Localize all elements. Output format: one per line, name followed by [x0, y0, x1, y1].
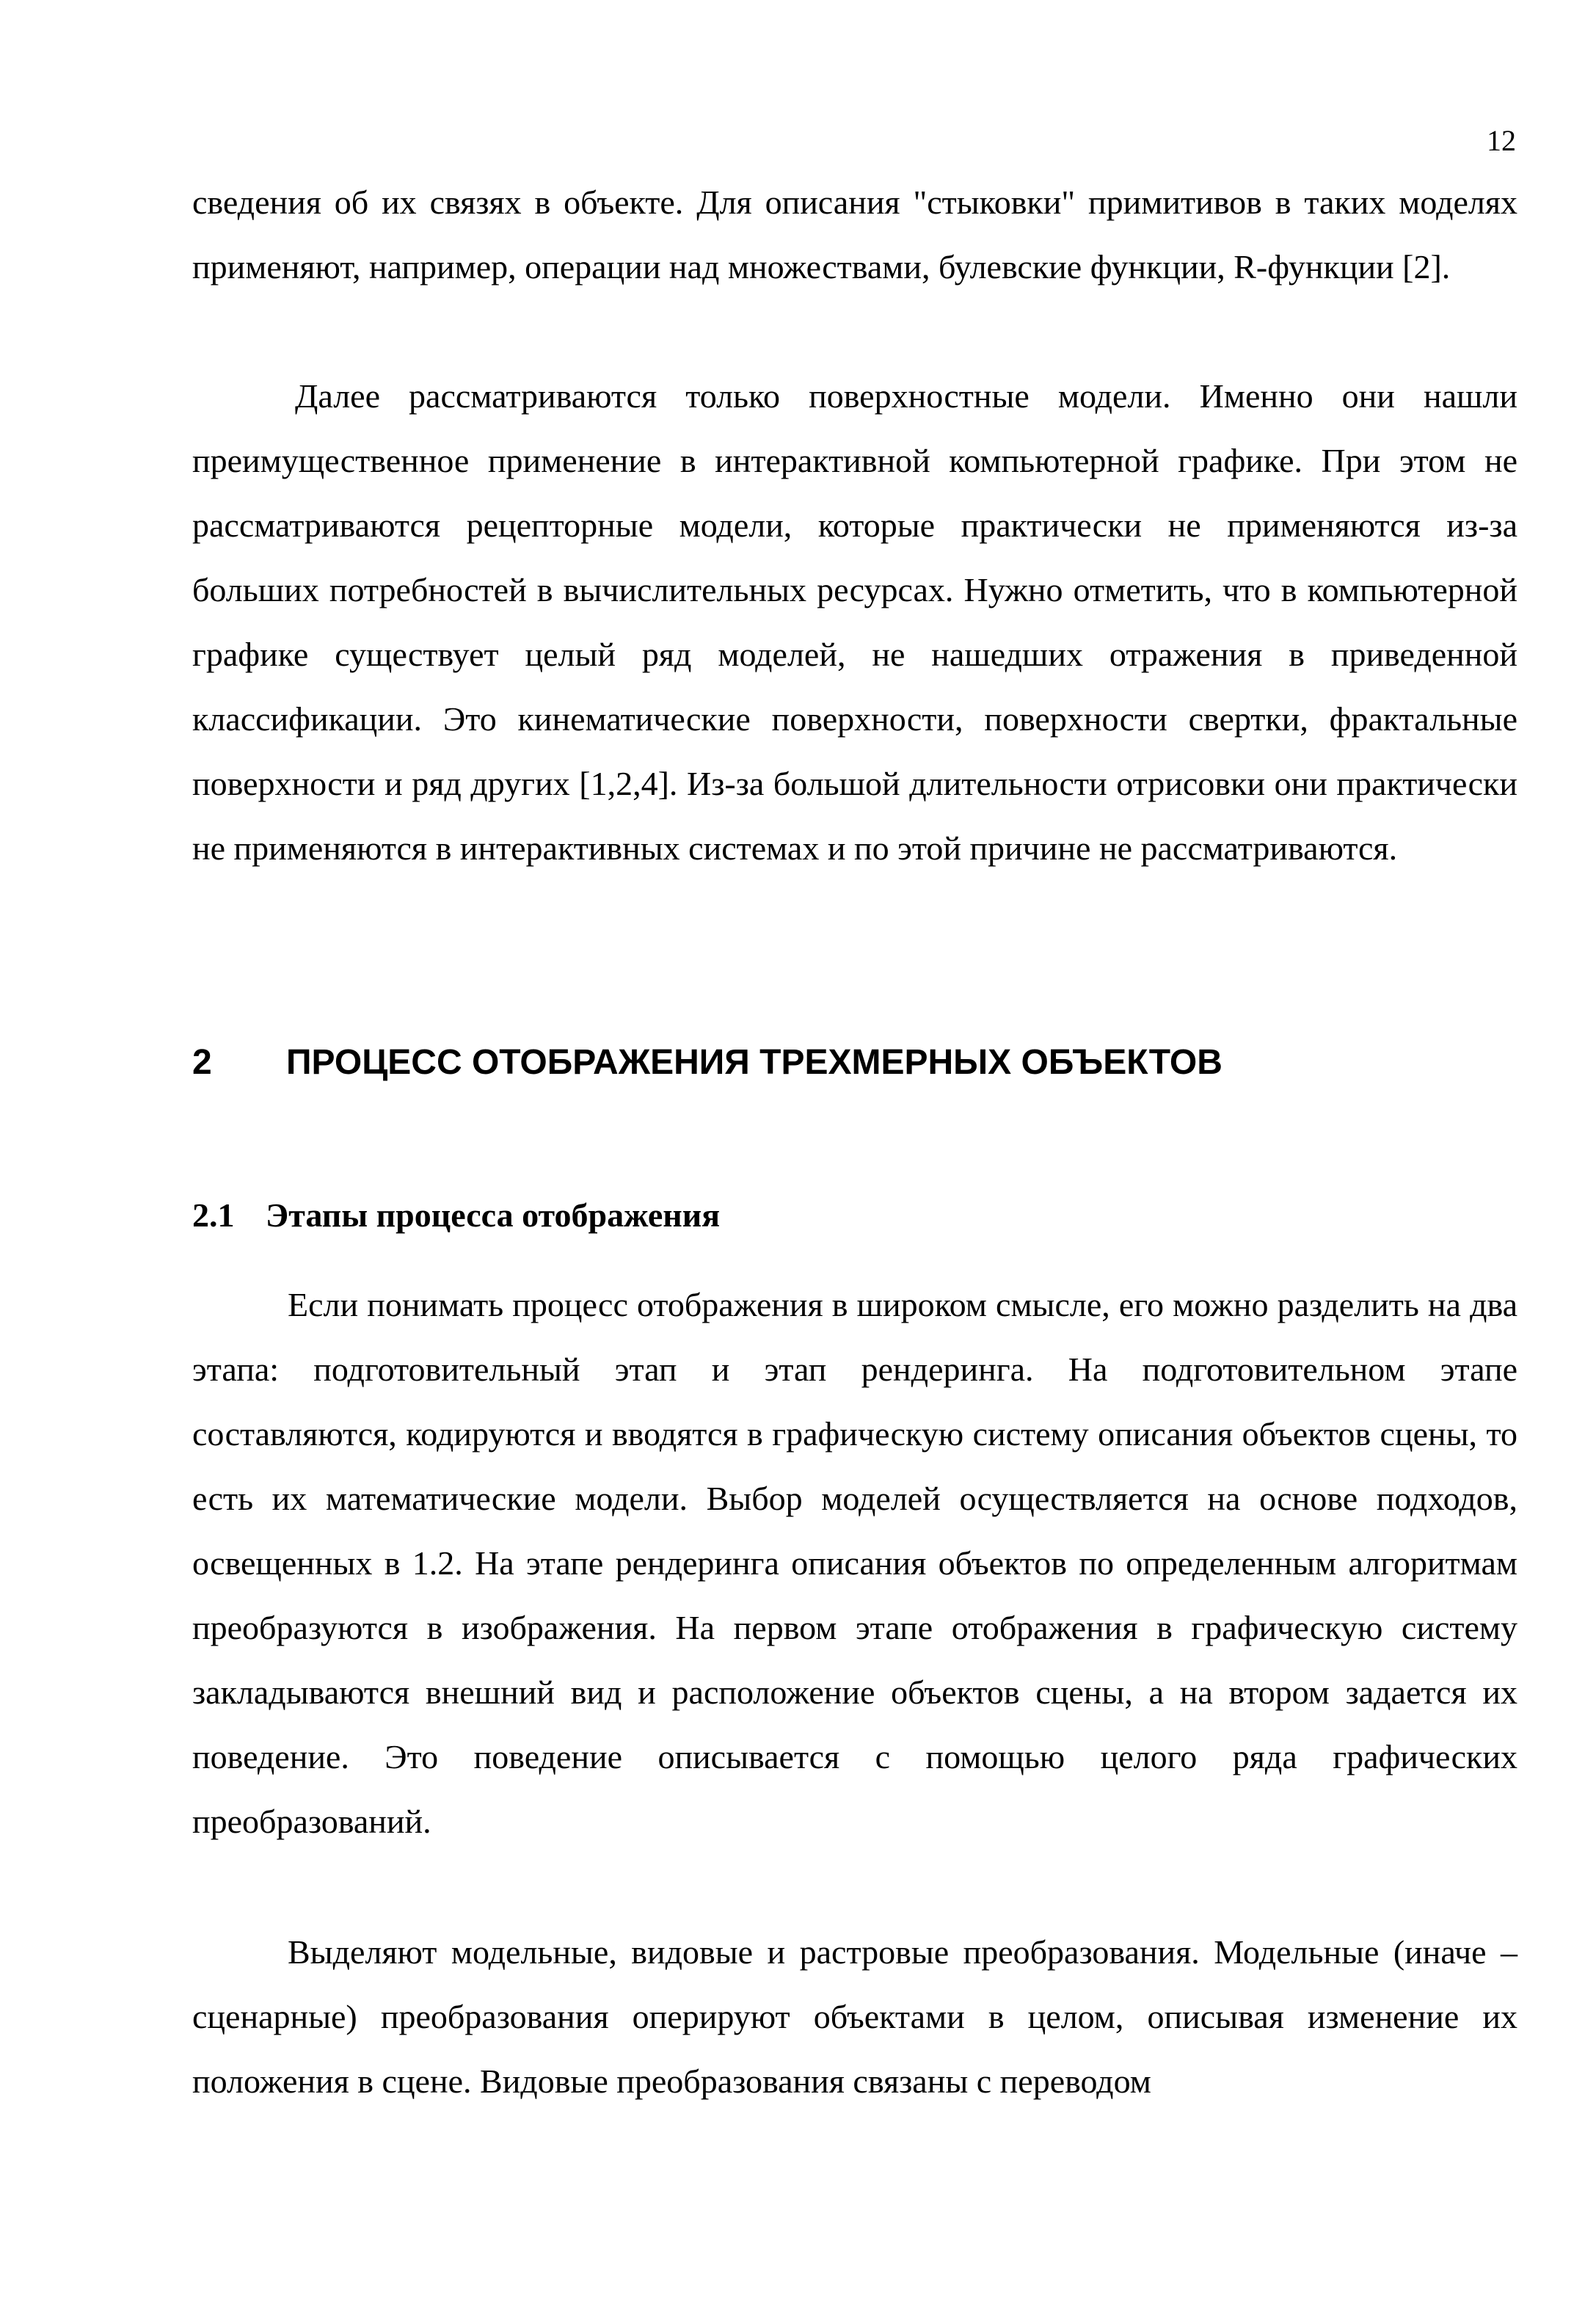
subsection-number: 2.1 [192, 1196, 235, 1234]
paragraph-transforms: Выделяют модельные, видовые и растровые преобразования. Модельные (иначе – сценарные) преобразования оперируют объектами в целом, описывая изменение их положения в сцене. Видовые преобразования связаны с переводом [192, 1933, 1517, 2100]
section-heading [192, 1041, 1517, 1085]
section-title: ПРОЦЕСС ОТОБРАЖЕНИЯ ТРЕХМЕРНЫХ ОБЪЕКТОВ [286, 1043, 1222, 1082]
page-number: 12 [1487, 124, 1516, 157]
section-number: 2 [192, 1043, 212, 1082]
subsection-title: Этапы процесса отображения [266, 1196, 721, 1234]
subsection-heading [192, 1193, 1517, 1237]
paragraph-intro: сведения об их связях в объекте. Для описания "стыковки" примитивов в таких моделях применяют, например, операции над множествами, булевские функции, R-функции [2]. [192, 183, 1517, 286]
paragraph-surface-models: Далее рассматриваются только поверхностные модели. Именно они нашли преимущественное применение в интерактивной компьютерной графике. При этом не рассматриваются рецепторные модели, которые практически не применяются из-за больших потребностей в вычислительных ресурсах. Нужно отметить, что в компьютерной графике существует целый ряд моделей, не нашедших отражения в приведенной классификации. Это кинематические поверхности, поверхности свертки, фрактальные поверхности и ряд других [1,2,4]. Из-за большой длительности отрисовки они практически не применяются в интерактивных системах и по этой причине не рассматриваются. [192, 377, 1517, 867]
paragraph-stages: Если понимать процесс отображения в широком смысле, его можно разделить на два этапа: подготовительный этап и этап рендеринга. На подготовительном этапе составляются, кодируются и вводятся в графическую систему описания объектов сцены, то есть их математические модели. Выбор моделей осуществляется на основе подходов, освещенных в 1.2. На этапе рендеринга описания объектов по определенным алгоритмам преобразуются в изображения. На первом этапе отображения в графическую систему закладываются внешний вид и расположение объектов сцены, а на втором задается их поведение. Это поведение описывается с помощью целого ряда графических преобразований. [192, 1286, 1517, 1840]
